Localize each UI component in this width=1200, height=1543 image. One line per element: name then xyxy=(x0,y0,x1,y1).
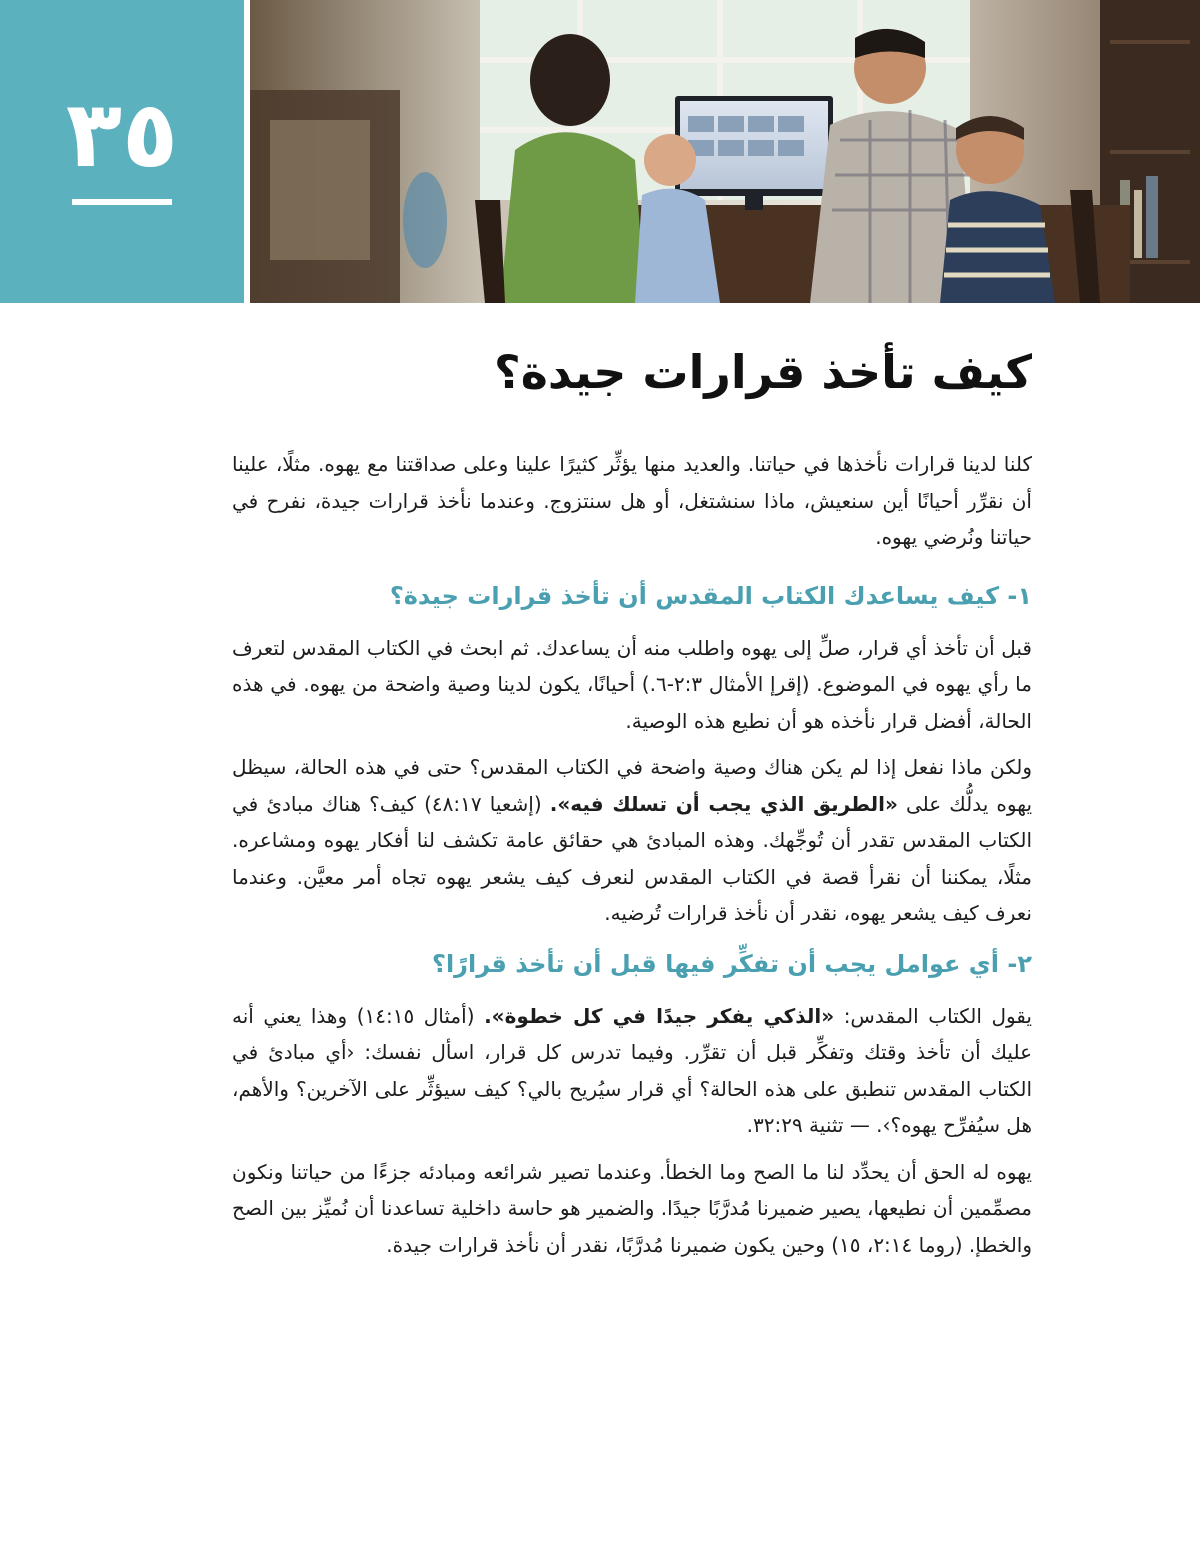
lesson-title: كيف تأخذ قرارات جيدة؟ xyxy=(494,345,1032,399)
section-2-paragraph-2: يهوه له الحق أن يحدِّد لنا ما الصح وما الخطأ. وعندما تصير شرائعه ومبادئه جزءًا من حياتنا ونكون مصمِّمين أن نطيعها، يصير ضميرنا مُدرَّبًا جيدًا. والضمير هو حاسة داخلية تساعدنا أن نُميِّز بين الصح والخطإ. (روما ٢:١٤، ١٥) وحين يكون ضميرنا مُدرَّبًا، نقدر أن نأخذ قرارات جيدة. xyxy=(232,1159,1032,1257)
section-2-paragraph-1 xyxy=(232,998,1032,1144)
section-2-heading: ٢- أي عوامل يجب أن تفكِّر فيها قبل أن تأخذ قرارًا؟ xyxy=(432,949,1032,978)
family-at-computer-photo xyxy=(250,0,1200,303)
intro-paragraph: كلنا لدينا قرارات نأخذها في حياتنا. والعديد منها يؤثِّر كثيرًا علينا وعلى صداقتنا مع يهوه. مثلًا، علينا أن نقرِّر أحيانًا أين سنعيش، ماذا سنشتغل، أو هل سنتزوج. وعندما نأخذ قرارات جيدة، نفرح في حياتنا ونُرضي يهوه. xyxy=(232,452,1032,549)
section-1-paragraph-1: قبل أن تأخذ أي قرار، صلِّ إلى يهوه واطلب منه أن يساعدك. ثم ابحث في الكتاب المقدس لتعرف ما رأي يهوه في الموضوع. (إقرإ الأمثال ٢:٣-٦.) أحيانًا، يكون لدينا وصية واضحة من يهوه. في هذه الحالة، أفضل قرار نأخذه هو أن نطيع هذه الوصية. xyxy=(232,635,1032,733)
text-run: ولكن ماذا نفعل إذا لم يكن هناك وصية واضحة في الكتاب المقدس؟ حتى في هذه الحالة، سيظل يهوه يدلُّك على xyxy=(232,755,1033,816)
quoted-scripture: «الذكي يفكر جيدًا في كل خطوة». xyxy=(484,1003,835,1028)
lesson-number-underline xyxy=(72,199,172,205)
quoted-scripture: «الطريق الذي يجب أن تسلك فيه». xyxy=(549,791,898,816)
text-run: يقول الكتاب المقدس: xyxy=(834,1003,1032,1028)
text-run: (أمثال ١٤:١٥) وهذا يعني أنه عليك أن تأخذ وقتك وتفكِّر قبل أن تقرِّر. وفيما تدرس كل قرار، اسأل نفسك: ‹أي مبادئ في الكتاب المقدس تنطبق على هذه الحالة؟ أي قرار سيُريح بالي؟ كيف سيؤثِّر على الآخرين؟ والأهم، هل سيُفرِّح يهوه؟›. — تثنية ٣٢:٢٩. xyxy=(232,1003,1032,1137)
lesson-number-box xyxy=(0,0,244,303)
section-1-paragraph-2 xyxy=(232,749,1032,932)
section-1-heading: ١- كيف يساعدك الكتاب المقدس أن تأخذ قرارات جيدة؟ xyxy=(389,581,1032,610)
lesson-number: ٣٥ xyxy=(65,80,179,188)
text-run: (إشعيا ٤٨:١٧) كيف؟ هناك مبادئ في الكتاب المقدس تقدر أن تُوجِّهك. وهذه المبادئ هي حقائق عامة تكشف لنا أفكار يهوه ومشاعره. مثلًا، يمكننا أن نقرأ قصة في الكتاب المقدس لنعرف كيف يشعر يهوه تجاه أمر معيَّن. وعندما نعرف كيف يشعر يهوه، نقدر أن نأخذ قرارات تُرضيه. xyxy=(232,791,1032,925)
lesson-content xyxy=(232,330,1032,1273)
